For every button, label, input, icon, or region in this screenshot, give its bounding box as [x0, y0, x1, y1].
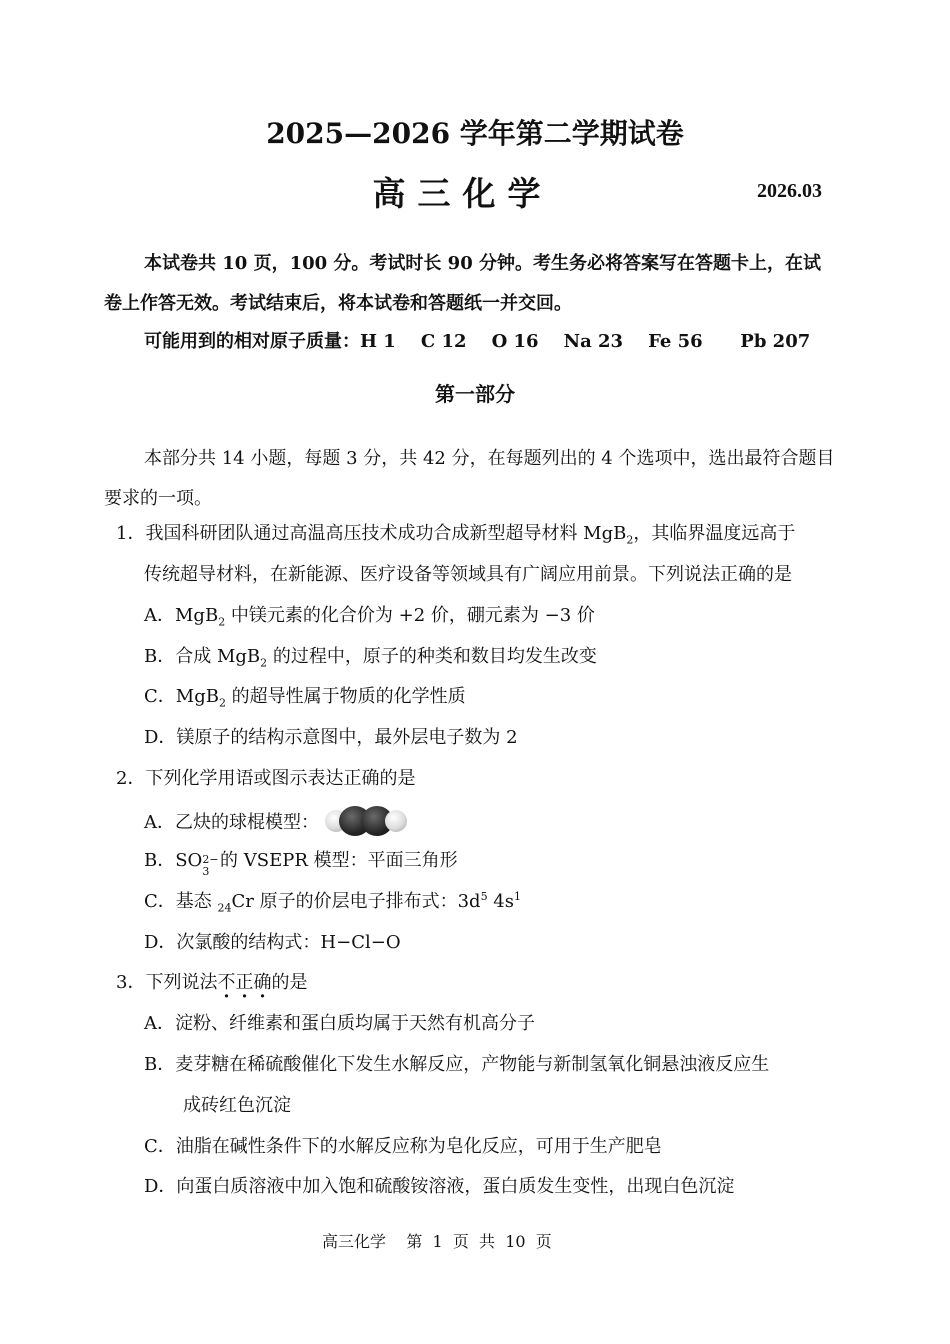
q3-emphasis-char: 不	[217, 972, 236, 993]
q3-option-a[interactable]: A．淀粉、纤维素和蛋白质均属于天然有机高分子	[144, 1013, 535, 1034]
section-intro-line-2: 要求的一项。	[104, 488, 212, 509]
q3-emphasis-char: 正	[235, 972, 254, 993]
instructions-line-1: 本试卷共 10 页，100 分。考试时长 90 分钟。考生务必将答案写在答题卡上，在试	[144, 253, 822, 274]
exam-title: 2025—2026 学年第二学期试卷	[266, 117, 684, 150]
q1-stem-subscript: 2	[626, 533, 634, 547]
q1-stem-text-end: ，其临界温度远高于	[633, 523, 796, 544]
q3-option-d[interactable]: D．向蛋白质溶液中加入饱和硫酸铵溶液，蛋白质发生变性，出现白色沉淀	[144, 1176, 735, 1197]
q3-stem-text-end: 的是	[271, 972, 308, 993]
q2-option-b[interactable]: B．SO 2− 3 的 VSEPR 模型：平面三角形	[144, 850, 458, 878]
q2-option-b-label: B．SO	[144, 850, 203, 871]
q2-option-c-label: C．基态	[144, 891, 218, 912]
q1-option-c[interactable]	[144, 685, 466, 709]
q1-stem-text: 1．我国科研团队通过高温高压技术成功合成新型超导材料 MgB	[116, 523, 627, 544]
q1-option-d[interactable]: D．镁原子的结构示意图中，最外层电子数为 2	[144, 727, 518, 748]
q1-option-c-text: 的超导性属于物质的化学性质	[225, 686, 466, 707]
q2-option-c-text-2: 4s	[487, 891, 514, 912]
q2-option-c-subscript: 24	[217, 901, 232, 915]
subject-title: 高三化学	[372, 174, 553, 213]
q2-option-c-text: Cr 原子的价层电子排布式：3d	[231, 891, 481, 912]
q1-stem-line-2: 传统超导材料，在新能源、医疗设备等领域具有广阔应用前景。下列说法正确的是	[144, 564, 792, 585]
q3-emphasis-char: 确	[253, 972, 272, 993]
acetylene-ball-stick-model-icon	[325, 806, 409, 836]
q1-stem	[116, 522, 795, 546]
q1-option-a[interactable]	[144, 604, 595, 628]
hydrogen-atom-icon	[385, 810, 407, 832]
section-title: 第一部分	[435, 382, 515, 406]
q3-option-b[interactable]: B．麦芽糖在稀硫酸催化下发生水解反应，产物能与新制氢氧化铜悬浊液反应生	[144, 1054, 770, 1075]
q2-option-a[interactable]	[144, 808, 409, 838]
q1-option-a-text: 中镁元素的化合价为 +2 价，硼元素为 −3 价	[225, 605, 595, 626]
q3-stem-text: 3．下列说法	[116, 972, 218, 993]
page-footer: 高三化学 第 1 页 共 10 页	[322, 1232, 552, 1251]
instructions-line-2: 卷上作答无效。考试结束后，将本试卷和答题纸一并交回。	[104, 293, 572, 314]
q2-stem: 2．下列化学用语或图示表达正确的是	[116, 768, 416, 789]
section-intro-line-1: 本部分共 14 小题，每题 3 分，共 42 分，在每题列出的 4 个选项中，选出最符合题目	[144, 448, 835, 469]
q3-option-b-continued: 成砖红色沉淀	[183, 1095, 291, 1116]
q1-option-c-label: C．MgB	[144, 686, 219, 707]
q3-option-c[interactable]: C．油脂在碱性条件下的水解反应称为皂化反应，可用于生产肥皂	[144, 1136, 662, 1157]
q1-option-a-label: A．MgB	[144, 605, 219, 626]
q1-option-b-subscript: 2	[260, 656, 268, 670]
q2-option-c-superscript-1: 5	[480, 890, 488, 903]
q3-stem	[116, 971, 307, 995]
q2-option-c[interactable]	[144, 890, 521, 914]
q1-option-a-subscript: 2	[218, 615, 226, 629]
q2-option-b-text: 的 VSEPR 模型：平面三角形	[214, 850, 458, 871]
exam-date: 2026.03	[757, 180, 822, 202]
atomic-mass-line: 可能用到的相对原子质量：H 1 C 12 O 16 Na 23 Fe 56 Pb 207	[144, 331, 811, 352]
q2-option-c-superscript-2: 1	[514, 890, 521, 903]
q1-option-b-text: 的过程中，原子的种类和数目均发生改变	[267, 646, 597, 667]
q1-option-b[interactable]	[144, 645, 597, 669]
q2-option-a-text: A．乙炔的球棍模型：	[144, 812, 319, 833]
q1-option-b-label: B．合成 MgB	[144, 646, 261, 667]
q2-option-d[interactable]: D．次氯酸的结构式：H−Cl−O	[144, 932, 401, 953]
q1-option-c-subscript: 2	[218, 696, 226, 710]
